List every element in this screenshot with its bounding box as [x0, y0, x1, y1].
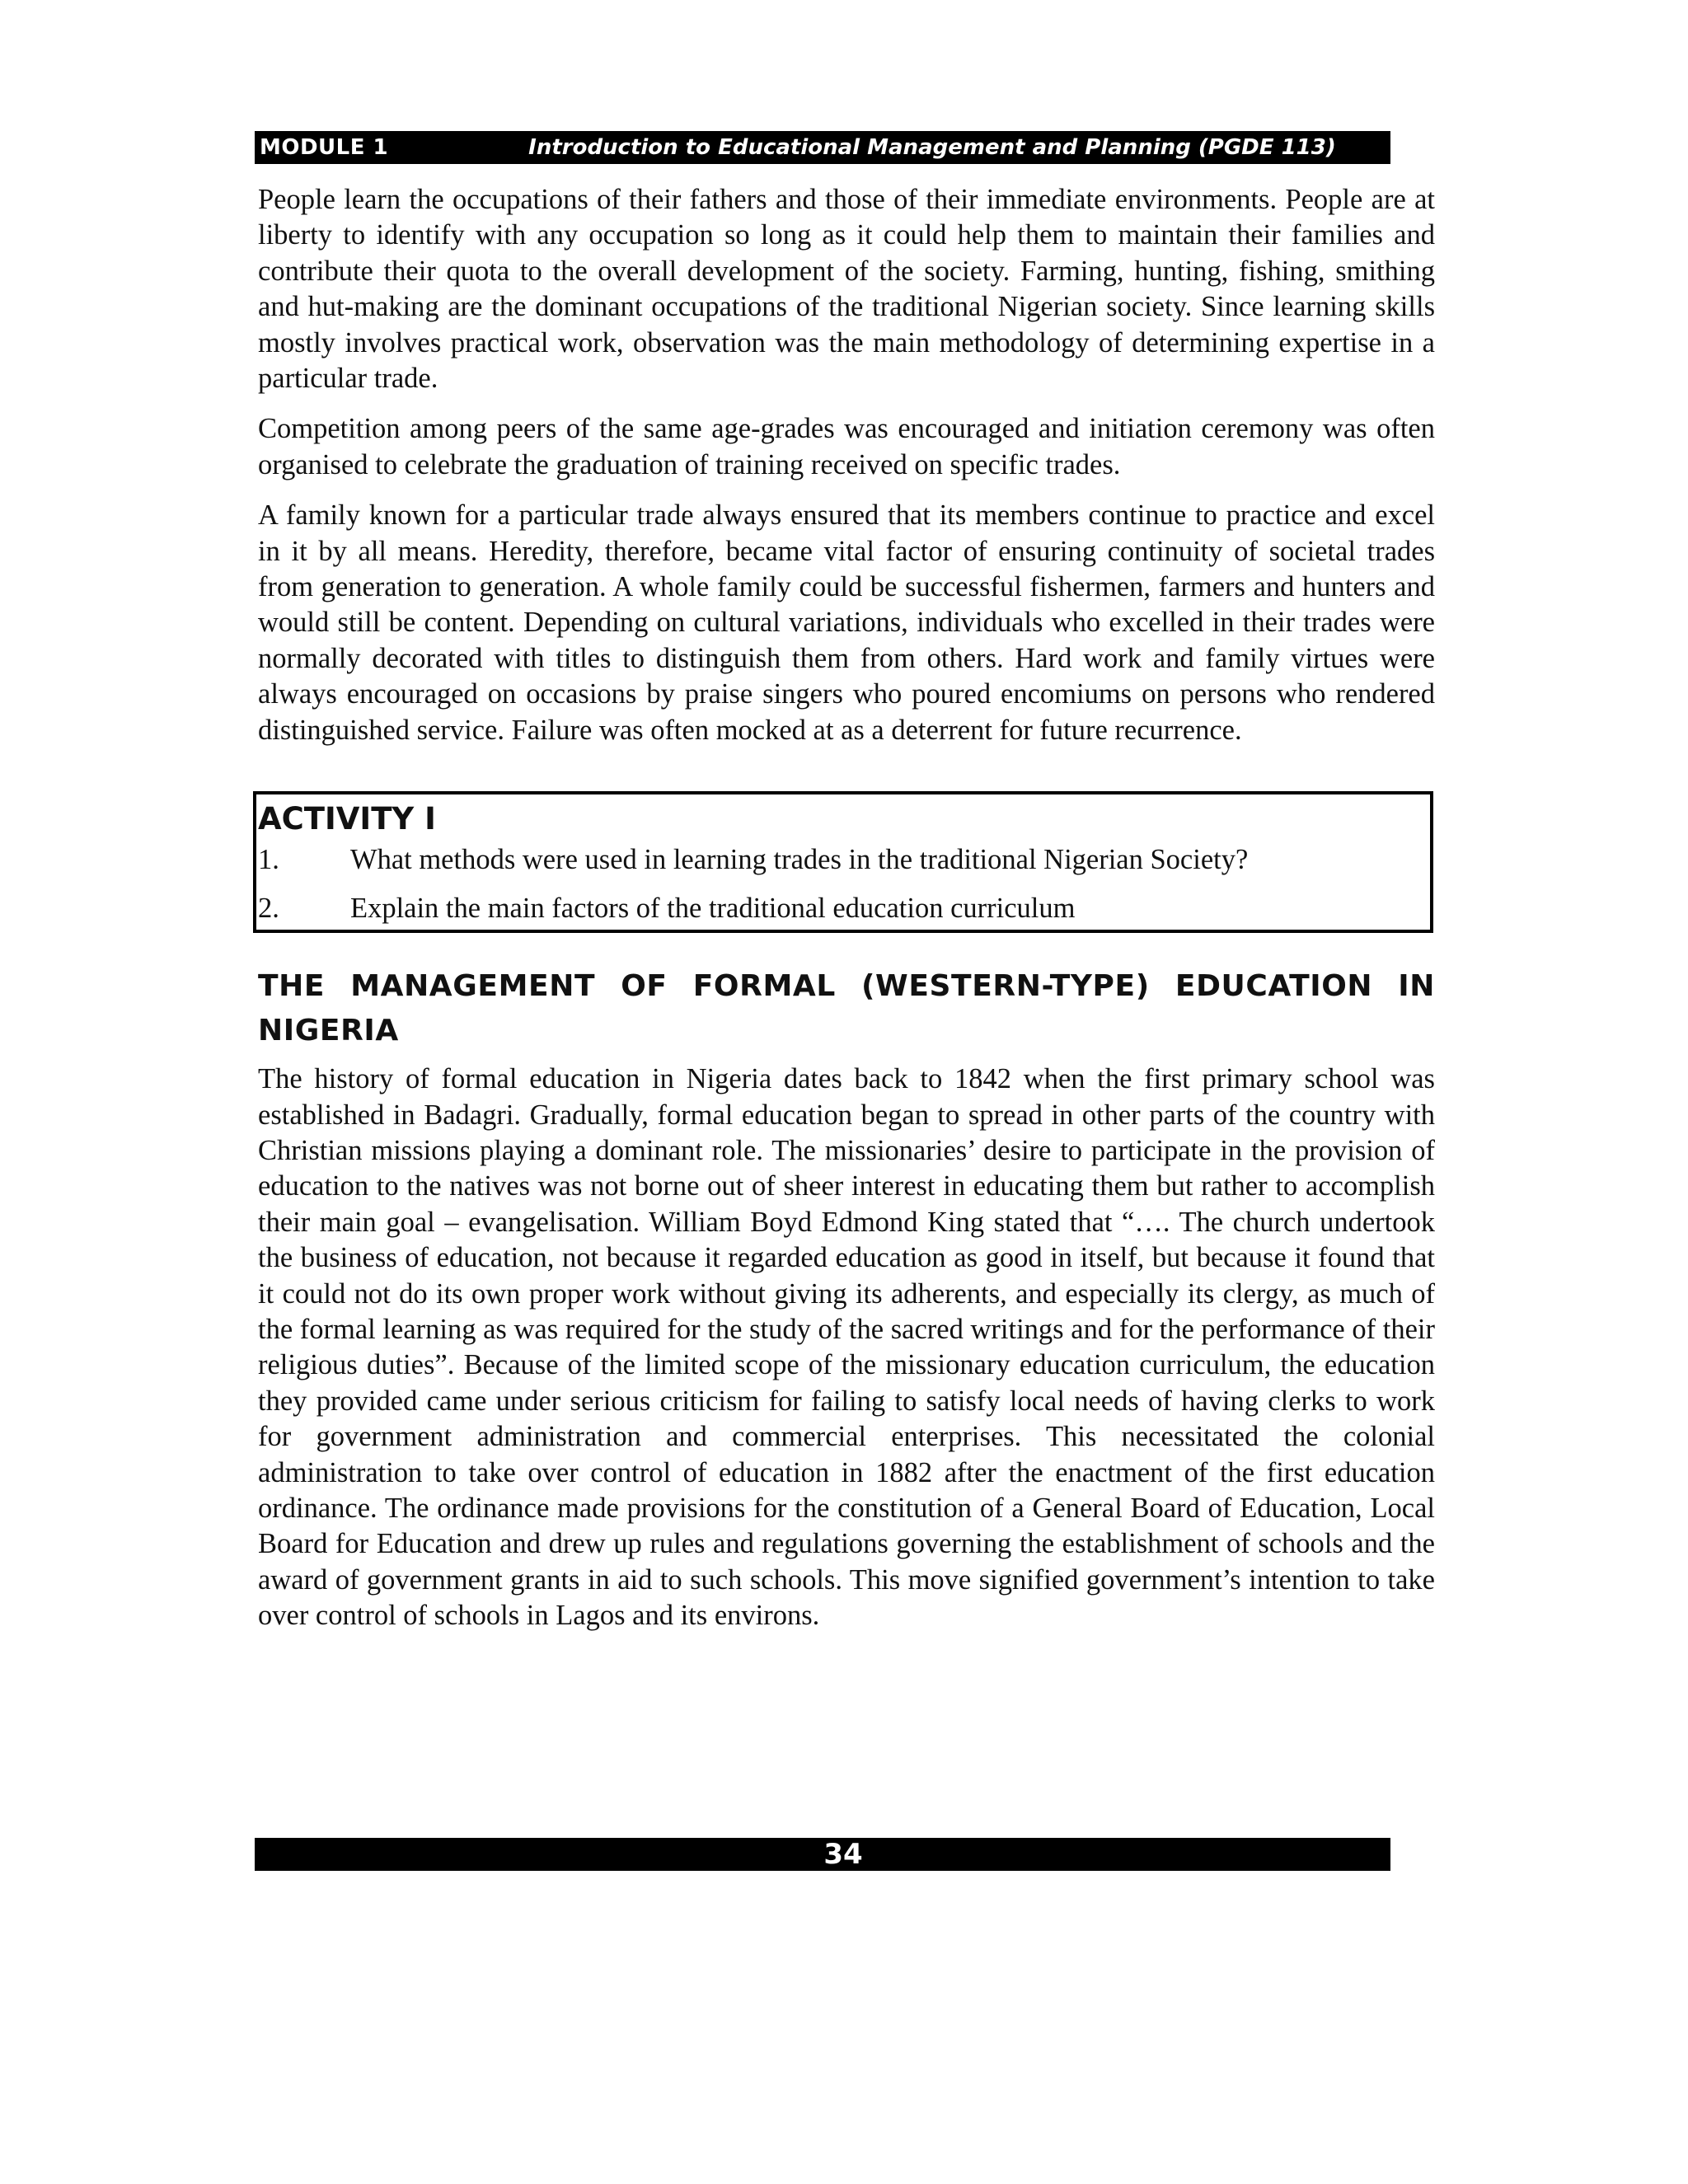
page-footer-bar [255, 1838, 1390, 1871]
course-title: Introduction to Educational Management and Planning (PGDE 113) [528, 135, 1336, 160]
body-paragraph: People learn the occupations of their fathers and those of their immediate environments. People are at liberty to identify with any occupation so long as it could help them to maintain their families and contribute their quota to the overall development of the society. Farming, hunting, fishing, smithing and hut-making are the dominant occupations of the traditional Nigerian society. Since learning skills mostly involves practical work, observation was the main methodology of determining expertise in a particular trade. [258, 184, 1435, 395]
section-heading: THE MANAGEMENT OF FORMAL (WESTERN-TYPE) EDUCATION IN NIGERIA [258, 969, 1435, 1048]
activity-item-number: 2. [258, 893, 279, 925]
activity-box [253, 791, 1433, 933]
page-content [258, 182, 1435, 1649]
activity-item [258, 842, 1430, 878]
activity-item-text: Explain the main factors of the traditional education curriculum [350, 893, 1076, 925]
body-paragraph: Competition among peers of the same age-grades was encouraged and initiation ceremony was often organised to celebrate the graduation of training received on specific trades. [258, 413, 1435, 480]
activity-item-number: 1. [258, 844, 279, 876]
section-paragraph: The history of formal education in Nigeria dates back to 1842 when the first primary school was established in Badagri. Gradually, formal education began to spread in other parts of the country with Christian missions playing a dominant role. The missionaries’ desire to participate in the provision of education to the natives was not borne out of sheer interest in educating them but rather to accomplish their main goal – evangelisation. William Boyd Edmond King stated that “…. The church undertook the business of education, not because it regarded education as good in itself, but because it found that it could not do its own proper work without giving its adherents, and especially its clergy, as much of the formal learning as was required for the study of the sacred writings and for the performance of their religious duties”. Because of the limited scope of the missionary education curriculum, the education they provided came under serious criticism for failing to satisfy local needs of having clerks to work for government administration and commercial enterprises. This necessitated the colonial administration to take over control of education in 1882 after the enactment of the first education ordinance. The ordinance made provisions for the constitution of a General Board of Education, Local Board for Education and drew up rules and regulations governing the establishment of schools and the award of government grants in aid to such schools. This move signified government’s intention to take over control of schools in Lagos and its environs. [258, 1063, 1435, 1632]
module-label: MODULE 1 [260, 135, 389, 160]
page-number: 34 [823, 1838, 863, 1871]
module-header-bar [255, 131, 1390, 164]
activity-item [258, 891, 1430, 926]
activity-item-text: What methods were used in learning trades in the traditional Nigerian Society? [350, 844, 1249, 876]
activity-title: ACTIVITY I [258, 801, 436, 837]
body-paragraph: A family known for a particular trade always ensured that its members continue to practice and excel in it by all means. Heredity, therefore, became vital factor of ensuring continuity of societal trades from generation to generation. A whole family could be successful fishermen, farmers and hunters and would still be content. Depending on cultural variations, individuals who excelled in their trades were normally decorated with titles to distinguish them from others. Hard work and family virtues were always encouraged on occasions by praise singers who poured encomiums on persons who rendered distinguished service. Failure was often mocked at as a deterrent for future recurrence. [258, 499, 1435, 746]
